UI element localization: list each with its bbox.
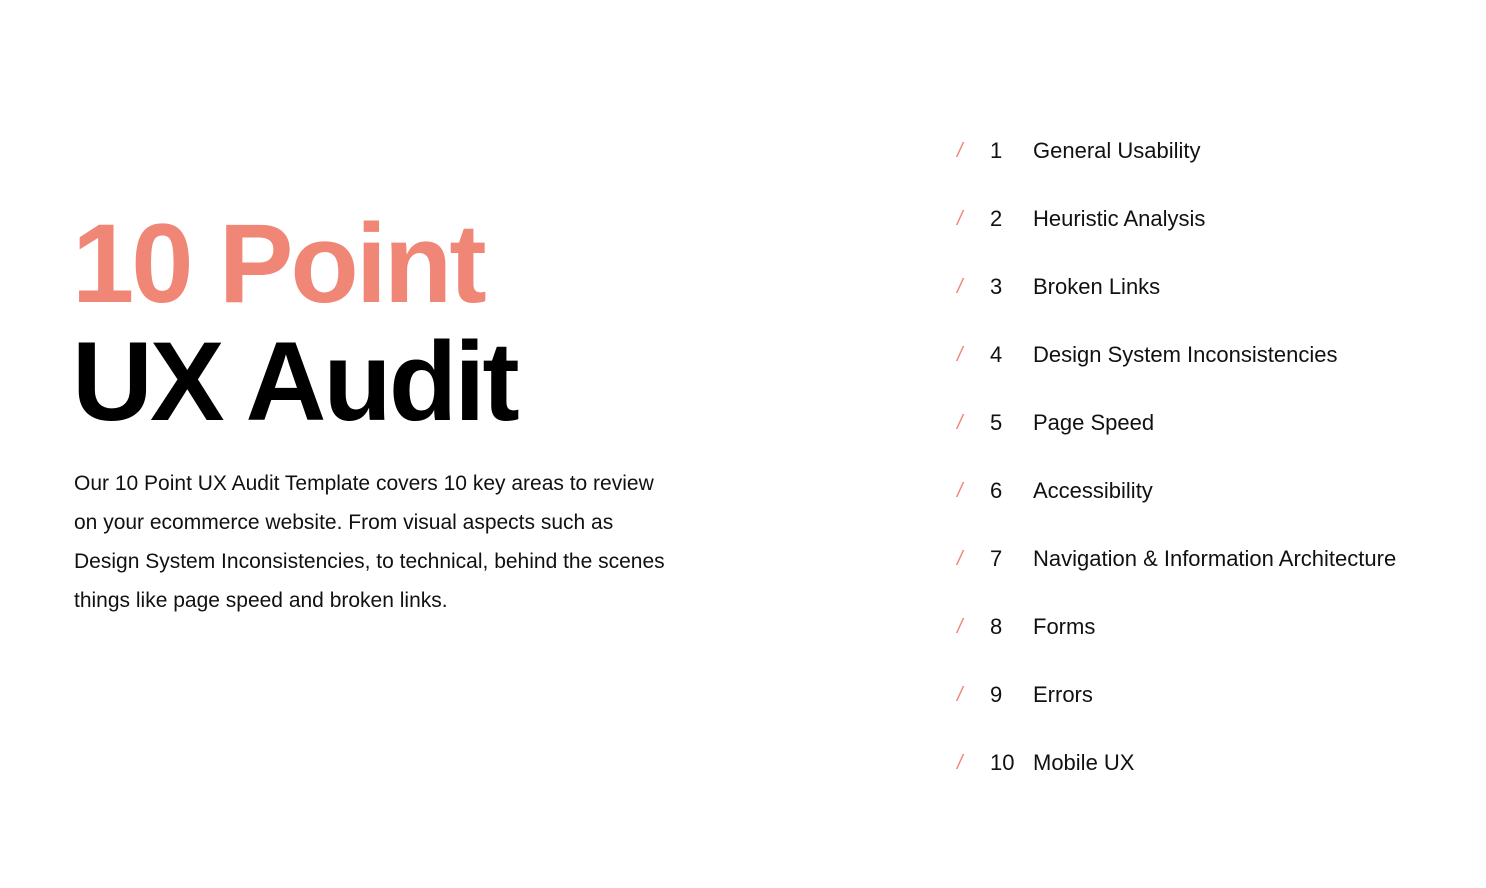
item-number: 7 [990, 546, 1003, 571]
slash-marker: / [957, 752, 963, 774]
item-label: Heuristic Analysis [1033, 206, 1206, 231]
intro-paragraph: Our 10 Point UX Audit Template covers 10 key areas to review on your ecommerce website. From visual aspects such as Design System Inconsistencies, to technical, behind the scenes things like page speed and broken links. [74, 472, 665, 612]
item-label: Errors [1033, 682, 1093, 707]
slash-marker: / [957, 344, 963, 366]
audit-areas-list [955, 130, 1455, 810]
list-item [955, 470, 1455, 538]
item-label: Forms [1033, 614, 1096, 639]
item-number: 3 [990, 274, 1003, 299]
hero-title [72, 201, 692, 444]
list-item [955, 742, 1455, 810]
slash-marker: / [957, 548, 963, 570]
item-number: 2 [990, 206, 1003, 231]
item-number: 6 [990, 478, 1003, 503]
slash-marker: / [957, 140, 963, 162]
item-number: 5 [990, 410, 1003, 435]
title-line-main: UX Audit [72, 319, 517, 444]
list-item [955, 674, 1455, 742]
slash-marker: / [957, 208, 963, 230]
item-number: 8 [990, 614, 1003, 639]
item-number: 4 [990, 342, 1003, 367]
title-line-accent: 10 Point [72, 201, 484, 326]
slash-marker: / [957, 684, 963, 706]
slash-marker: / [957, 412, 963, 434]
item-number: 10 [990, 750, 1015, 775]
slash-marker: / [957, 480, 963, 502]
list-item [955, 130, 1455, 198]
item-label: Mobile UX [1033, 750, 1135, 775]
item-label: Accessibility [1033, 478, 1153, 503]
item-label: Page Speed [1033, 410, 1155, 435]
slash-marker: / [957, 276, 963, 298]
list-item [955, 402, 1455, 470]
item-number: 9 [990, 682, 1003, 707]
list-item [955, 266, 1455, 334]
list-item [955, 538, 1455, 606]
slash-marker: / [957, 616, 963, 638]
item-label: Design System Inconsistencies [1033, 342, 1338, 367]
item-number: 1 [990, 138, 1003, 163]
item-label: General Usability [1033, 138, 1201, 163]
item-label: Navigation & Information Architecture [1033, 546, 1397, 571]
list-item [955, 606, 1455, 674]
item-label: Broken Links [1033, 274, 1161, 299]
list-item [955, 198, 1455, 266]
list-item [955, 334, 1455, 402]
